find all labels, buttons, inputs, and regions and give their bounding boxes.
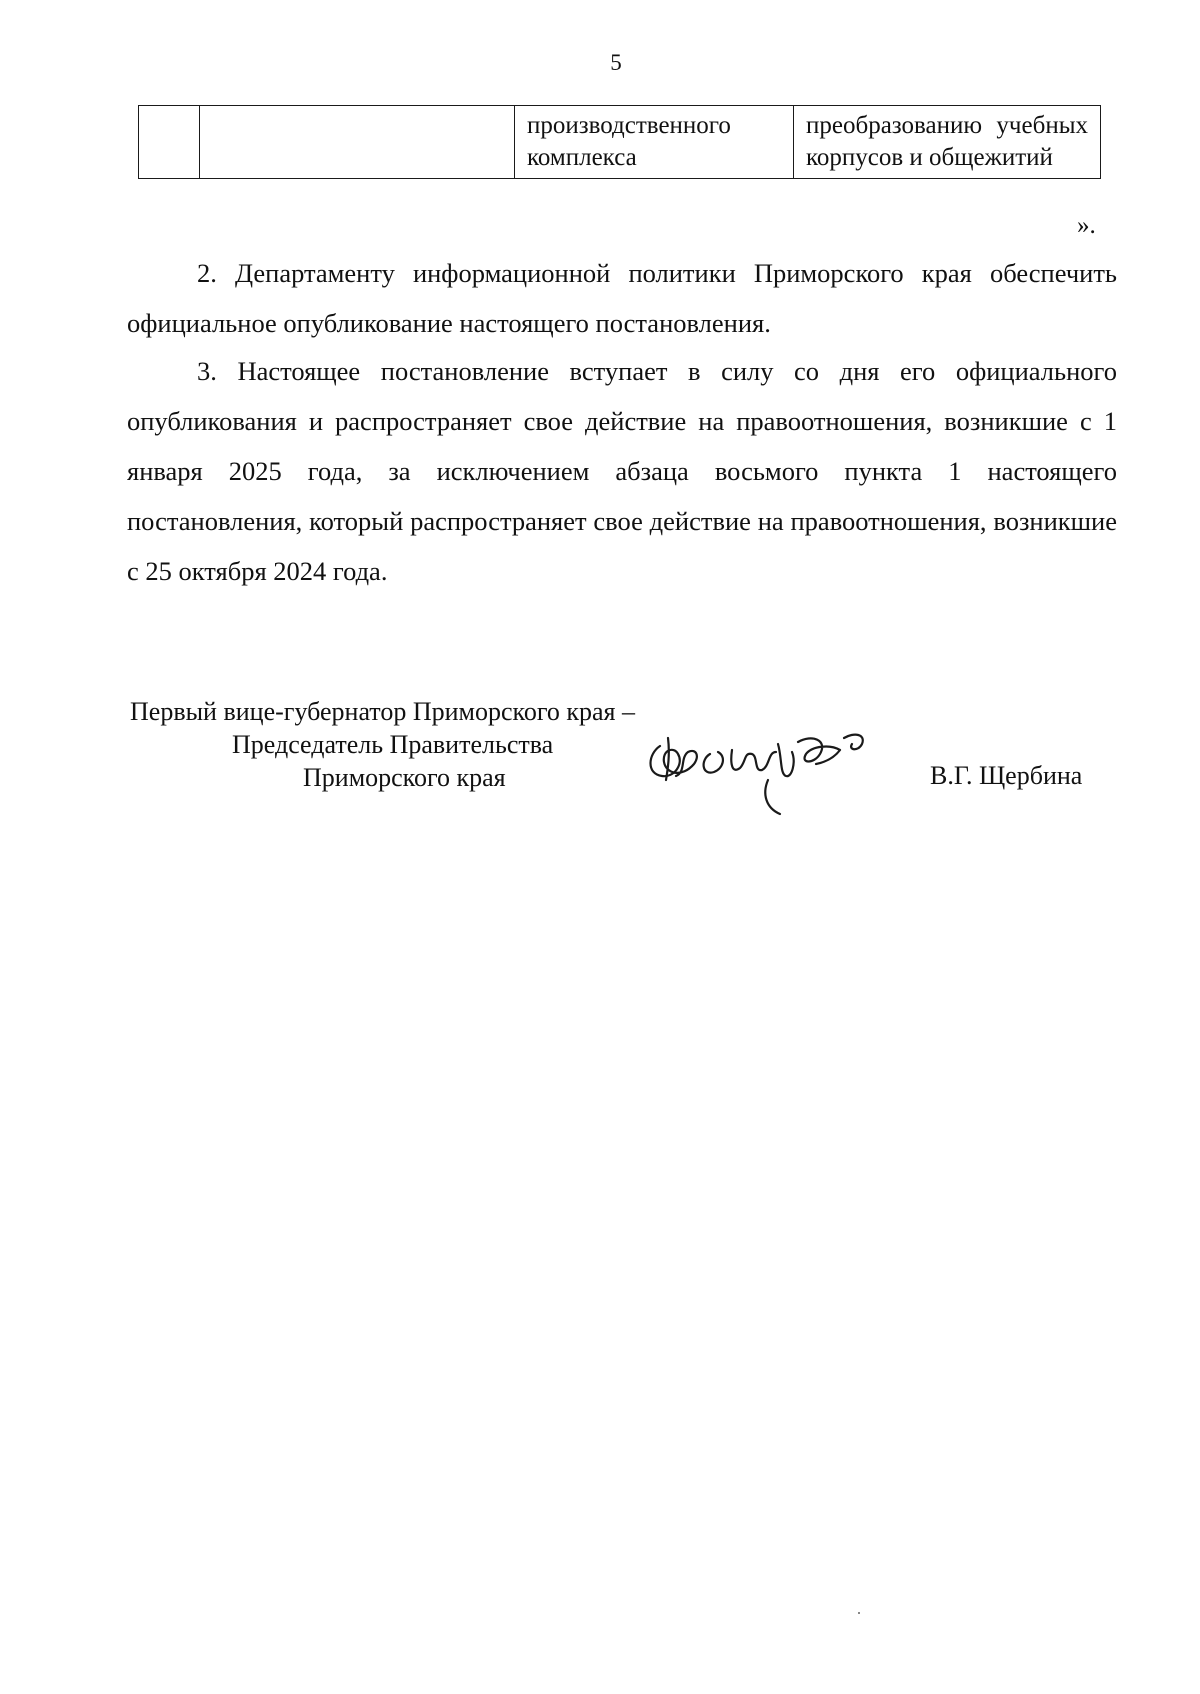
- signer-name: В.Г. Щербина: [930, 761, 1083, 790]
- page-number: 5: [610, 50, 622, 75]
- table-cell-program: производственного комплекса: [515, 106, 794, 179]
- table-row: [139, 106, 1101, 179]
- position-line: Приморского края: [303, 763, 506, 792]
- paragraph-3: 3. Настоящее постановление вступает в силу со дня его официального опубликования и распространяет свое действие на правоотношения, возникшие с 1 января 2025 года, за исключением абзаца восьмого пункта 1 настоящего постановления, который распространяет свое действие на правоотношения, возникшие с 25 октября 2024 года.: [127, 356, 1117, 586]
- paragraph-2: 2. Департаменту информационной политики Приморского края обеспечить официальное опубликование настоящего постановления.: [127, 258, 1117, 338]
- table-cell-name: [200, 106, 515, 179]
- continuation-table: [138, 105, 1101, 179]
- table-cell-description: [794, 106, 1101, 179]
- table-cell-description-text: преобразованию учебных корпусов и общежитий: [806, 112, 1088, 171]
- closing-quote: ».: [1077, 212, 1096, 239]
- position-line: Первый вице-губернатор Приморского края –: [130, 697, 635, 726]
- scan-speck: [858, 1612, 860, 1614]
- table-cell-number: [139, 106, 200, 179]
- handwritten-signature: [640, 724, 890, 824]
- position-line: Председатель Правительства: [232, 730, 554, 759]
